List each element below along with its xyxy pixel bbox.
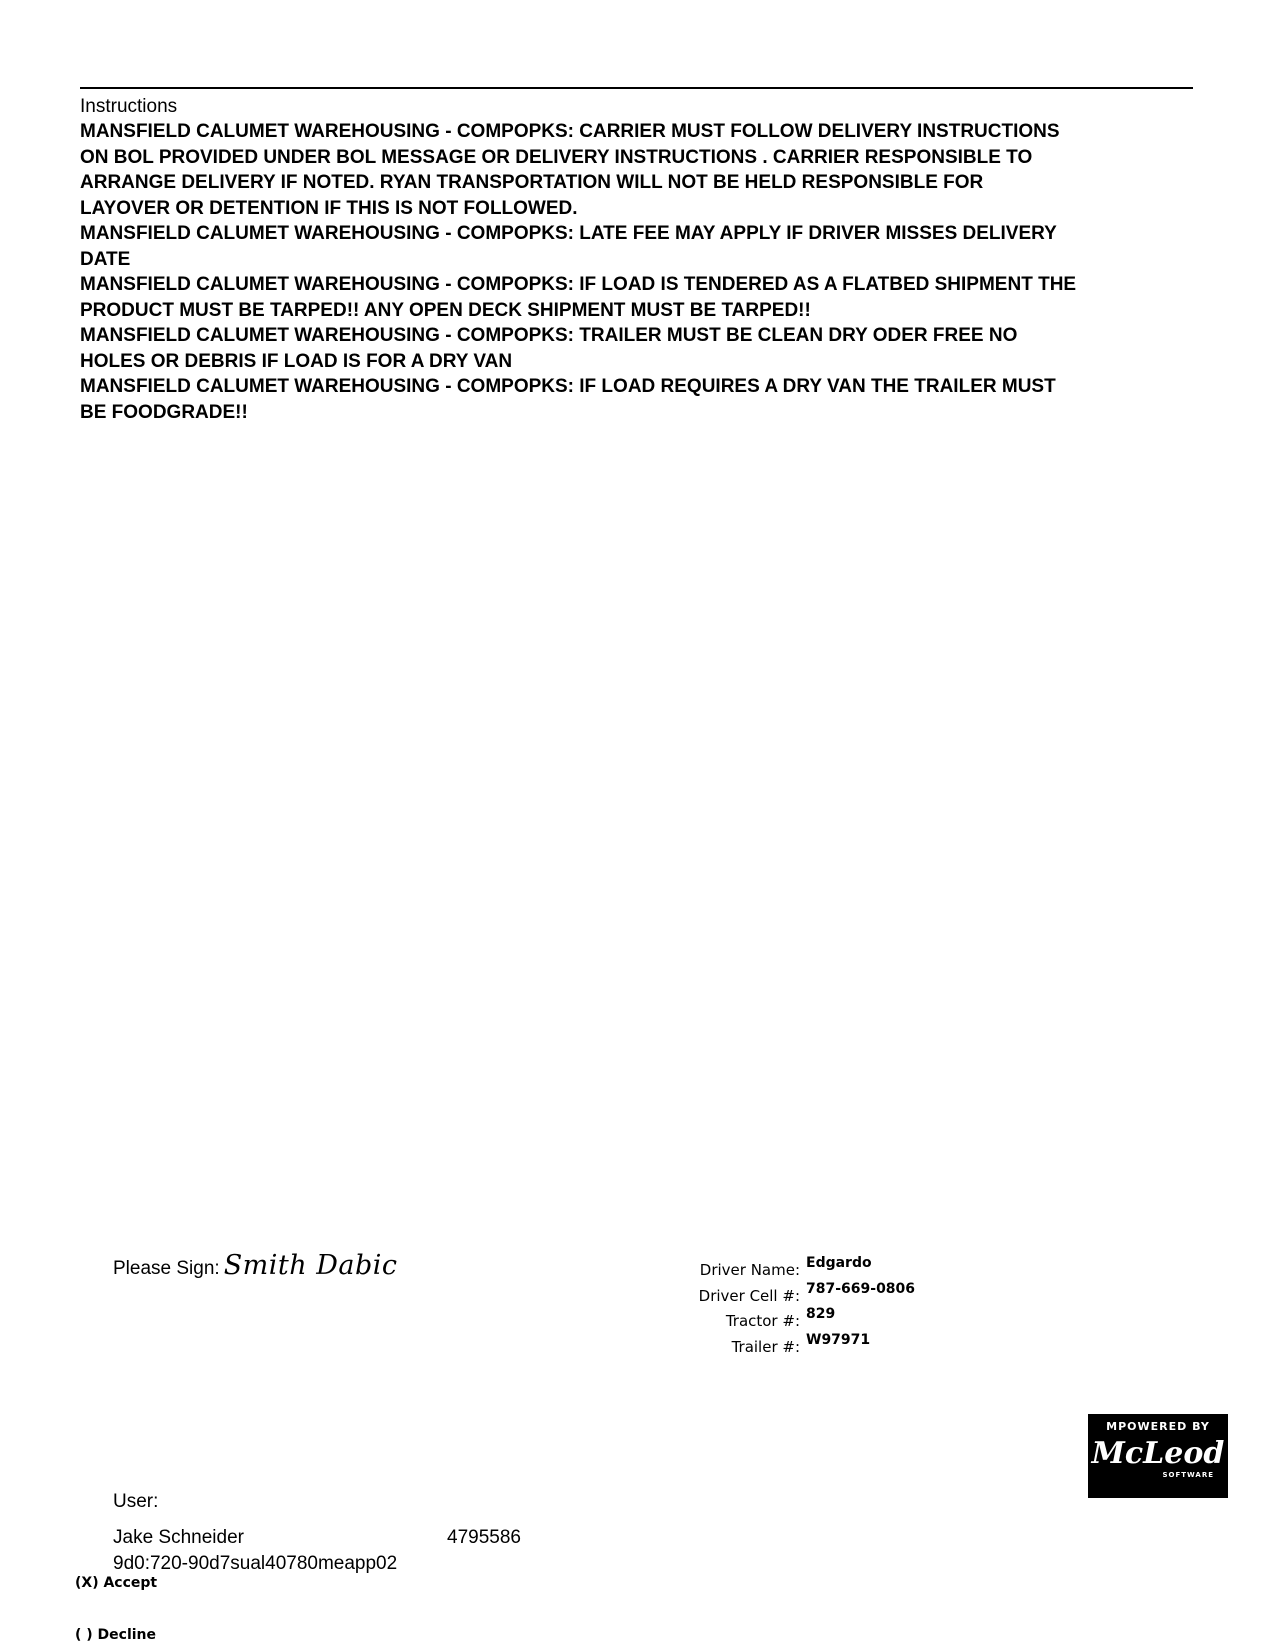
instruction-line: MANSFIELD CALUMET WAREHOUSING - COMPOPKS: TRAILER MUST BE CLEAN DRY ODER FREE NO xyxy=(80,325,1018,346)
instructions-section xyxy=(80,95,1200,425)
driver-cell-label: Driver Cell #: xyxy=(698,1286,800,1305)
signature-value: Smith Dabic xyxy=(223,1250,398,1281)
signature-block xyxy=(113,1250,398,1281)
decline-option[interactable]: ( ) Decline xyxy=(75,1627,157,1643)
driver-info xyxy=(670,1255,915,1357)
driver-name-value: Edgardo xyxy=(806,1255,872,1271)
top-divider xyxy=(80,87,1193,89)
instruction-line: LAYOVER OR DETENTION IF THIS IS NOT FOLLOWED. xyxy=(80,197,578,219)
logo-sub-text: SOFTWARE xyxy=(1162,1471,1214,1479)
instruction-line: MANSFIELD CALUMET WAREHOUSING - COMPOPKS: IF LOAD IS TENDERED AS A FLATBED SHIPMENT THE xyxy=(80,274,1077,295)
signature-label: Please Sign: xyxy=(113,1258,220,1279)
instruction-line: MANSFIELD CALUMET WAREHOUSING - COMPOPKS: IF LOAD REQUIRES A DRY VAN THE TRAILER MUST xyxy=(80,376,1056,397)
instruction-line: PRODUCT MUST BE TARPED!! ANY OPEN DECK SHIPMENT MUST BE TARPED!! xyxy=(80,299,811,321)
user-id: 4795586 xyxy=(447,1527,521,1548)
user-block xyxy=(113,1490,521,1576)
trailer-value: W97971 xyxy=(806,1331,871,1348)
driver-name-row xyxy=(670,1255,915,1281)
instructions-heading: Instructions xyxy=(80,96,178,117)
tractor-label: Tractor #: xyxy=(725,1312,800,1330)
tractor-value: 829 xyxy=(806,1306,836,1322)
instruction-line: MANSFIELD CALUMET WAREHOUSING - COMPOPKS: LATE FEE MAY APPLY IF DRIVER MISSES DELIVERY xyxy=(80,223,1057,244)
user-label: User: xyxy=(113,1491,159,1512)
instruction-line: ON BOL PROVIDED UNDER BOL MESSAGE OR DELIVERY INSTRUCTIONS . CARRIER RESPONSIBLE TO xyxy=(80,146,1033,168)
instruction-line: BE FOODGRADE!! xyxy=(80,401,248,423)
trailer-row xyxy=(670,1332,915,1358)
trailer-label: Trailer #: xyxy=(731,1337,800,1356)
driver-cell-value: 787-669-0806 xyxy=(806,1280,916,1297)
instruction-line: DATE xyxy=(80,248,131,270)
logo-brand: McLeod xyxy=(1091,1436,1225,1471)
mcleod-logo xyxy=(1088,1414,1228,1498)
instruction-line: MANSFIELD CALUMET WAREHOUSING - COMPOPKS: CARRIER MUST FOLLOW DELIVERY INSTRUCTIONS xyxy=(80,121,1060,142)
accept-option[interactable]: (X) Accept xyxy=(75,1575,158,1591)
user-name-row xyxy=(113,1526,521,1550)
logo-top-text: MPOWERED BY xyxy=(1106,1420,1210,1433)
instruction-line: ARRANGE DELIVERY IF NOTED. RYAN TRANSPORTATION WILL NOT BE HELD RESPONSIBLE FOR xyxy=(80,172,984,193)
driver-name-label: Driver Name: xyxy=(699,1261,800,1279)
user-meta: 9d0:720-90d7sual40780meapp02 xyxy=(113,1553,398,1574)
instruction-line: HOLES OR DEBRIS IF LOAD IS FOR A DRY VAN xyxy=(80,350,513,372)
driver-cell-row xyxy=(670,1281,915,1307)
user-name: Jake Schneider xyxy=(113,1527,244,1548)
tractor-row xyxy=(670,1306,915,1332)
